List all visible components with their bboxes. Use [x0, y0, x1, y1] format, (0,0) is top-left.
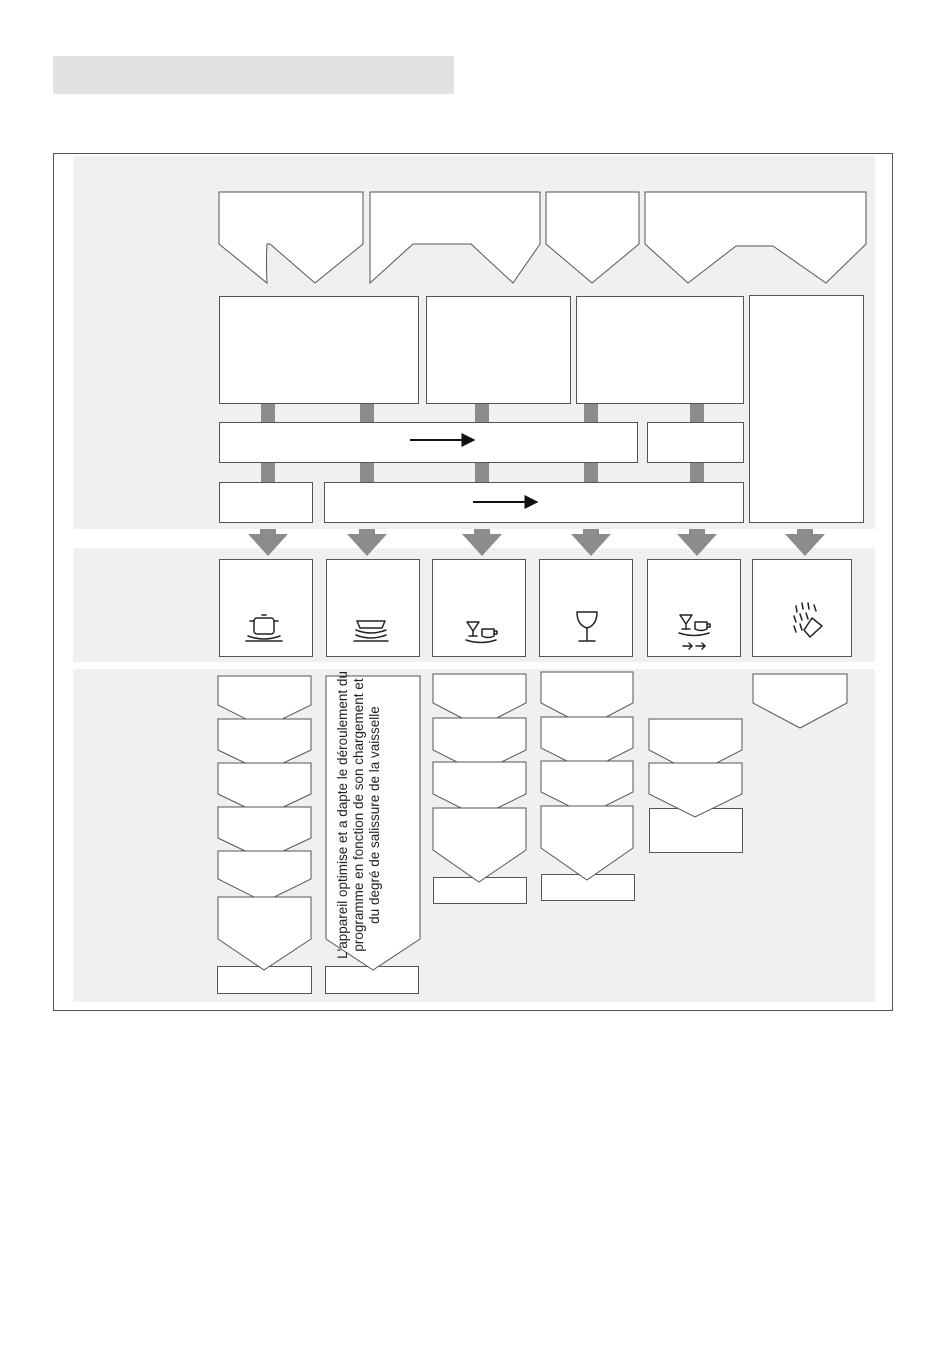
phase-chevron — [649, 763, 742, 817]
quick-wash-icon — [679, 615, 710, 649]
spray-icon — [794, 603, 822, 637]
header-chevron-3 — [546, 192, 639, 283]
phase-chevron — [433, 808, 526, 882]
wineglass-icon — [577, 612, 597, 641]
phase-chevron — [218, 897, 311, 970]
down-arrow-icon — [677, 529, 717, 556]
down-arrow-icon — [248, 529, 288, 556]
down-arrow-icon — [462, 529, 502, 556]
phase-chevron — [753, 674, 847, 728]
phase-chevron — [218, 851, 311, 902]
header-chevron-1 — [219, 192, 363, 283]
down-arrow-icon — [571, 529, 611, 556]
phase-chevron — [541, 806, 633, 880]
plates-icon — [354, 621, 388, 641]
header-chevron-2 — [370, 192, 540, 283]
pot-icon — [246, 615, 282, 641]
down-arrow-icon — [347, 529, 387, 556]
glass-cup-icon — [466, 622, 497, 643]
down-arrow-icon — [785, 529, 825, 556]
auto-program-note: L'appareil optimise et a dapte le déroulement du programme en fonction de son chargement et du degré de salissure de la vaisselle — [335, 671, 382, 959]
header-chevron-4 — [645, 192, 866, 283]
